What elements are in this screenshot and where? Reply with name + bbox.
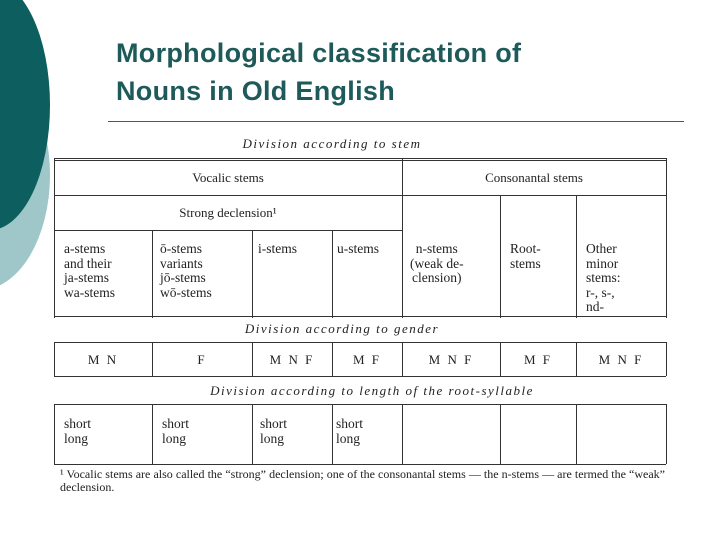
consonantal-stems-label: Consonantal stems — [485, 170, 583, 185]
table-line — [54, 160, 666, 161]
length-cell: short long — [260, 416, 287, 446]
table-line — [54, 464, 666, 465]
gender-cell: M N — [87, 352, 119, 367]
table-line — [152, 230, 153, 318]
slide-title — [116, 34, 676, 110]
length-cell: short long — [336, 416, 363, 446]
gender-cell: M N F — [428, 352, 474, 367]
table-line — [402, 404, 403, 464]
strong-declension-label: Strong declension¹ — [179, 205, 277, 220]
column-o-stems: ō-stems variants jō-stems wō-stems — [160, 241, 212, 300]
table-line — [54, 404, 666, 405]
gender-cell: F — [197, 352, 207, 367]
gender-cell: M N F — [269, 352, 315, 367]
table-line — [576, 404, 577, 464]
table-line — [54, 342, 666, 343]
column-i-stems: i-stems — [258, 241, 297, 256]
table-line — [252, 230, 253, 318]
heading-division-length: Division according to length of the root-syllable — [210, 383, 534, 398]
length-cell: short long — [162, 416, 189, 446]
gender-cell: M N F — [598, 352, 644, 367]
table-line — [54, 404, 55, 464]
column-u-stems: u-stems — [337, 241, 379, 256]
table-line — [54, 195, 666, 196]
length-cell: short long — [64, 416, 91, 446]
table-line — [54, 376, 666, 377]
table-line — [252, 404, 253, 464]
table-line — [500, 404, 501, 464]
footnote: ¹ Vocalic stems are also called the “strong” declension; one of the consonantal stems — the n-stems — are termed the “weak” declension. — [60, 467, 665, 494]
classification-table — [52, 128, 670, 500]
column-root-stems: Root- stems — [510, 241, 541, 271]
table-line — [54, 230, 402, 231]
title-underline — [108, 121, 684, 122]
slide-title-line-1: Morphological classification of — [116, 38, 522, 68]
column-n-stems: n-stems (weak de- clension) — [410, 241, 464, 285]
column-a-stems: a-stems and their ja-stems wa-stems — [64, 241, 115, 300]
table-line — [332, 230, 333, 318]
vocalic-stems-label: Vocalic stems — [192, 170, 264, 185]
table-line — [332, 404, 333, 464]
gender-cell: M F — [352, 352, 382, 367]
table-line — [152, 404, 153, 464]
table-line — [54, 158, 666, 159]
slide-title-line-2: Nouns in Old English — [116, 76, 395, 106]
table-line — [666, 404, 667, 464]
gender-cell: M F — [523, 352, 553, 367]
heading-division-gender: Division according to gender — [244, 321, 440, 336]
table-line — [500, 195, 501, 318]
column-minor-stems: Other minor stems: r-, s-, nd- — [586, 241, 621, 314]
table-line — [576, 195, 577, 318]
table-line — [666, 342, 667, 376]
table-line — [666, 158, 667, 318]
heading-division-stem: Division according to stem — [242, 136, 422, 151]
table-line — [54, 316, 666, 317]
